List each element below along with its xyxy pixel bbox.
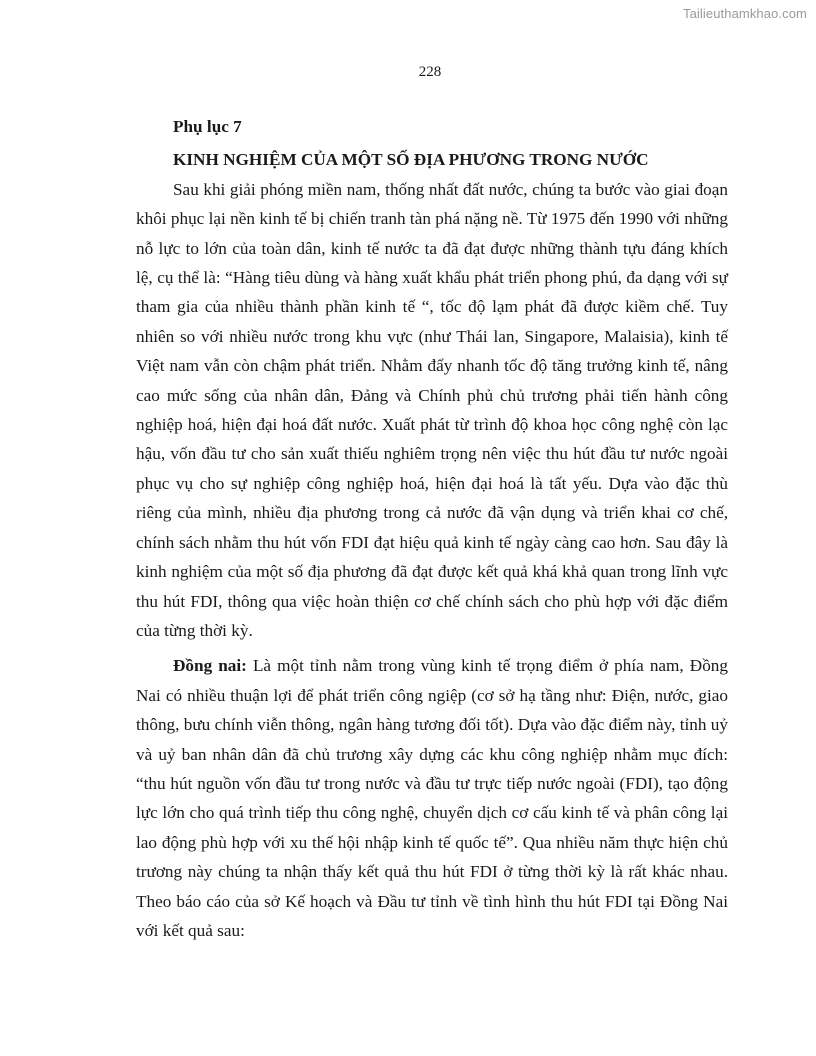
watermark-text: Tailieuthamkhao.com — [682, 6, 807, 21]
body-paragraph-intro: Sau khi giải phóng miền nam, thống nhất đất nước, chúng ta bước vào giai đoạn khôi phục lại nền kinh tế bị chiến tranh tàn phá nặng nề. Từ 1975 đến 1990 với những nỗ lực to lớn của toàn dân, kinh tế nước ta đã đạt được những thành tựu đáng khích lệ, cụ thể là: “Hàng tiêu dùng và hàng xuất khẩu phát triển phong phú, đa dạng với sự tham gia của nhiều thành phần kinh tế “, tốc độ lạm phát đã được kiềm chế. Tuy nhiên so với nhiều nước trong khu vực (như Thái lan, Singapore, Malaisia), kinh tế Việt nam vẫn còn chậm phát triển. Nhằm đẩy nhanh tốc độ tăng trưởng kinh tế, nâng cao mức sống của nhân dân, Đảng và Chính phủ chủ trương phải tiến hành công nghiệp hoá, hiện đại hoá đất nước. Xuất phát từ trình độ khoa học công nghệ còn lạc hậu, vốn đầu tư cho sản xuất thiếu nghiêm trọng nên việc thu hút đầu tư nước ngoài phục vụ cho sự nghiệp công nghiệp hoá, hiện đại hoá là tất yếu. Dựa vào đặc thù riêng của mình, nhiều địa phương trong cả nước đã vận dụng và triển khai cơ chế, chính sách nhằm thu hút vốn FDI đạt hiệu quả kinh tế ngày càng cao hơn. Sau đây là kinh nghiệm của một số địa phương đã đạt được kết quả khá khả quan trong lĩnh vực thu hút FDI, thông qua việc hoàn thiện cơ chế chính sách cho phù hợp với đặc điểm của từng thời kỳ. — [136, 179, 728, 640]
document-body — [136, 112, 728, 945]
paragraph-text-dong-nai: Là một tỉnh nằm trong vùng kinh tế trọng điểm ở phía nam, Đồng Nai có nhiều thuận lợi để phát triển công ngiệp (cơ sở hạ tầng như: Điện, nước, giao thông, bưu chính viễn thông, ngân hàng tương đối tốt). Dựa vào đặc điểm này, tỉnh uỷ và uỷ ban nhân dân đã chủ trương xây dựng các khu công nghiệp nhằm mục đích: “thu hút nguồn vốn đầu tư trong nước và đầu tư trực tiếp nước ngoài (FDI), tạo động lực lớn cho quá trình tiếp thu công nghệ, chuyển dịch cơ cấu kinh tế và phân công lại lao động phù hợp với xu thế hội nhập kinh tế quốc tế”. Qua nhiều năm thực hiện chủ trương này chúng ta nhận thấy kết quả thu hút FDI ở từng thời kỳ là rất khác nhau. Theo báo cáo của sở Kế hoạch và Đầu tư tỉnh về tình hình thu hút FDI tại Đồng Nai với kết quả sau: — [136, 656, 728, 940]
page-number: 228 — [418, 64, 442, 80]
section-title: KINH NGHIỆM CỦA MỘT SỐ ĐỊA PHƯƠNG TRONG NƯỚC — [173, 150, 649, 170]
paragraph-lead-dong-nai: Đồng nai: — [173, 656, 247, 676]
appendix-label: Phụ lục 7 — [173, 117, 242, 136]
body-paragraph-dong-nai — [136, 651, 728, 945]
